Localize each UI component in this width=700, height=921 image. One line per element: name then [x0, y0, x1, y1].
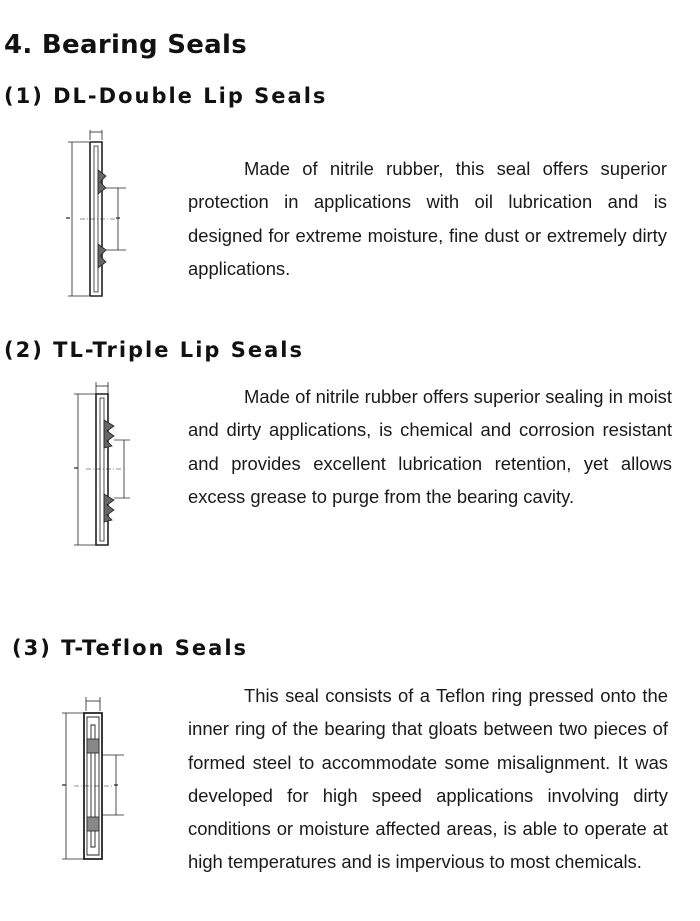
dl-seal-heading: (1) DL-Double Lip Seals	[4, 84, 328, 108]
teflon-seal-heading: (3) T-Teflon Seals	[12, 636, 249, 660]
tl-seal-heading: (2) TL-Triple Lip Seals	[4, 338, 304, 362]
tl-seal-diagram	[70, 380, 136, 550]
dl-seal-diagram	[60, 130, 130, 302]
teflon-seal-description: This seal consists of a Teflon ring pressed onto the inner ring of the bearing that gloats between two pieces of formed steel to accommodate some misalignment. It was developed for high speed applications involving dirty conditions or moisture affected areas, is able to operate at high temperatures and is impervious to most chemicals.	[188, 685, 668, 873]
tl-seal-description: Made of nitrile rubber offers superior sealing in moist and dirty applications, is chemical and corrosion resistant and provides excellent lubrication retention, yet allows excess grease to purge from the bearing cavity.	[188, 386, 672, 507]
teflon-seal-diagram	[58, 695, 130, 867]
page-title: 4. Bearing Seals	[4, 30, 248, 60]
dl-seal-description: Made of nitrile rubber, this seal offers superior protection in applications with oil lubrication and is designed for extreme moisture, fine dust or extremely dirty applications.	[188, 158, 667, 279]
